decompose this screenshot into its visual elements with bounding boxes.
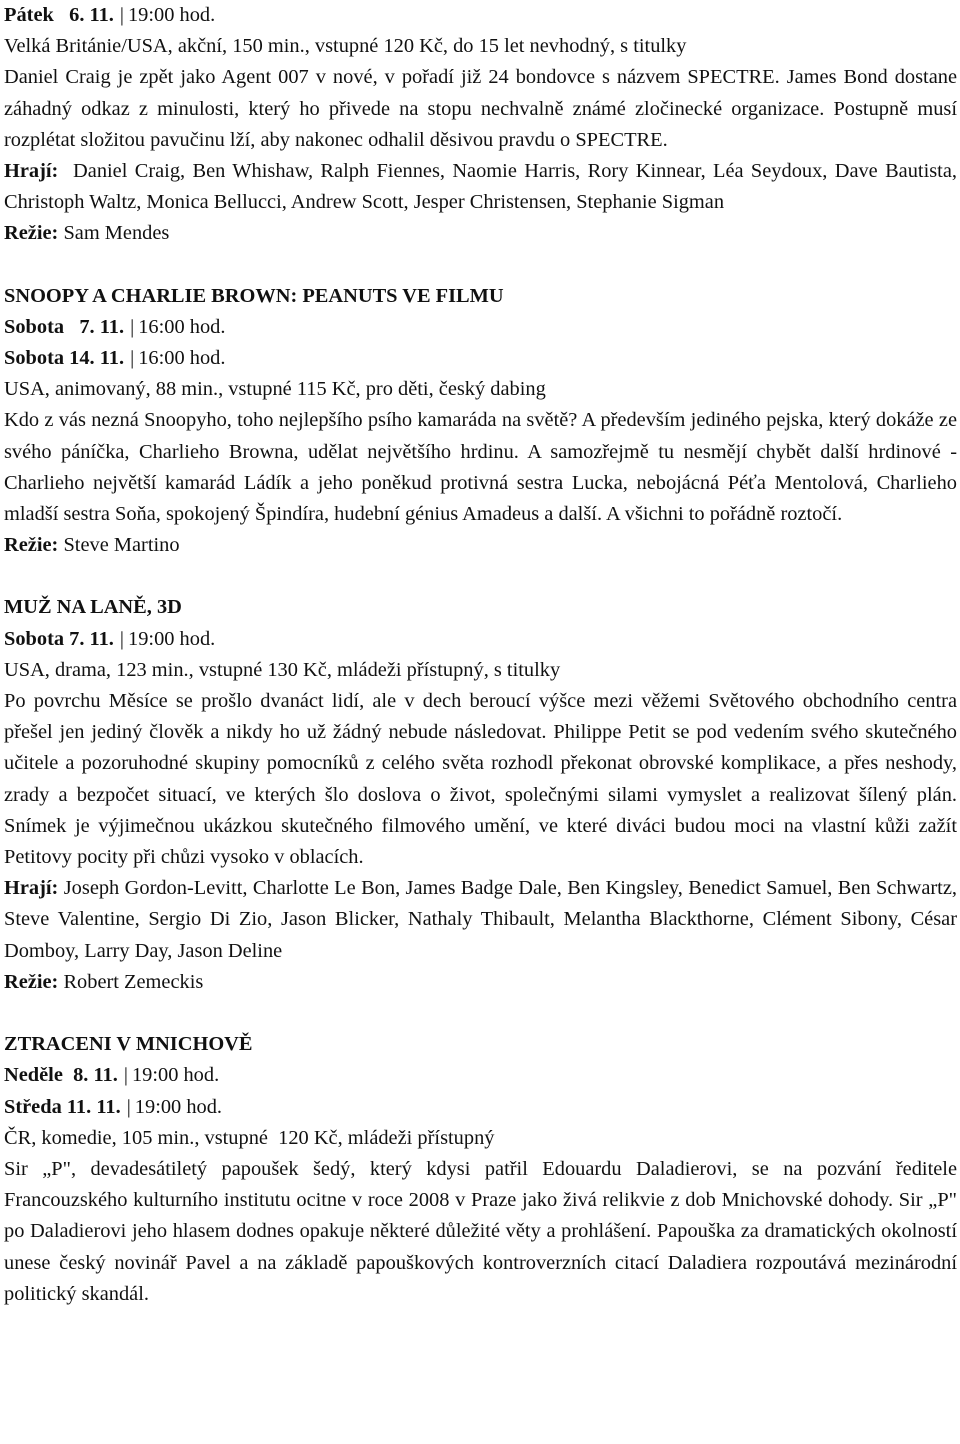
director-label: Režie:	[4, 970, 59, 993]
film-info-genre: USA, drama, 123 min.	[4, 658, 189, 681]
separator-bar: |	[126, 1095, 131, 1118]
film-director	[4, 967, 957, 998]
film-ztraceni-v-mnichove	[4, 1029, 957, 1310]
description-part: Sir „P", devadesátiletý papoušek šedý, který kdysi patřil Edouardu Daladierovi, se na pozvání ředitele Francouzského kulturního institutu ocitne v roce 2008 v Praze jako živá relikvie z dob Mnichovské dohody. Sir „P" po Daladierovi jeho hlasem dodnes opakuje některé důležité věty a prohlášení. Papouška za dramatických okolností unese český novinář Pavel a na základě papouškových kontroverzních citací Daladiera rozpoutává mezinárodní politický skandál.	[4, 1157, 957, 1305]
showing	[4, 1060, 957, 1091]
film-info-genre: Velká Británie/USA, akční, 150 min.	[4, 35, 305, 58]
film-info-price: , vstupné 120 Kč, mládeži přístupný	[194, 1126, 495, 1149]
spacer	[4, 561, 957, 592]
description-part: A samozřejmě tu nesmějí chybět další hrdinové - Charlieho největší kamarád Ládík a jeho poněkud protivná sestra Lucka, nebojácná Péťa Mentolová, Charlieho mladší sestra Soňa, spokojený Špindíra, hudební génius Amadeus a další.	[4, 440, 957, 526]
description-part: Postupně musí rozplétat složitou pavučinu lží, aby nakonec odhalil děsivou pravdu o SPECTRE.	[4, 97, 958, 151]
description-part: Daniel Craig je zpět jako Agent 007 v nové, v pořadí již 24 bondovce s názvem SPECTRE.	[4, 66, 780, 89]
showing-day: Sobota 14. 11.	[4, 347, 125, 370]
film-info-price: , vstupné 130 Kč, mládeži přístupný, s titulky	[188, 658, 561, 681]
director-name: Steve Martino	[63, 534, 180, 557]
showing	[4, 343, 957, 374]
cast-list: Joseph Gordon-Levitt, Charlotte Le Bon, James Badge Dale, Ben Kingsley, Benedict Samuel, Ben Schwartz, Steve Valentine, Sergio Di Zio, Jason Blicker, Nathaly Thibault, Melantha Blackthorne, Clément Sibony, César Domboy, Larry Day, Jason Deline	[4, 877, 957, 962]
showing	[4, 1092, 957, 1123]
film-spectre	[4, 0, 957, 250]
description-part: Philippe Petit se pod vedením svého skutečného učitele a pozoruhodné skupiny pomocníků z celého světa rozhodl překonat obrovské komplikace, a přes neshody, zrady a bezpočet situací, ve kterých šlo doslova o život, společnými silami vymyslet a realizovat šílený plán.	[4, 721, 957, 806]
separator-bar: |	[130, 315, 135, 338]
film-info	[4, 31, 957, 62]
film-cast	[4, 156, 957, 218]
separator-bar: |	[119, 4, 124, 26]
spacer	[4, 250, 957, 281]
film-description	[4, 1154, 957, 1310]
description-part: Snímek je výjimečnou ukázkou skutečného filmového umění, ve které diváci budou moci na vlastní kůži zažít Petitovy pocity při chůzi vysoko v oblacích.	[4, 814, 957, 869]
showing-day: Sobota 7. 11.	[4, 627, 114, 650]
film-info	[4, 655, 957, 686]
showing	[4, 624, 957, 655]
showing-time: 19:00 hod.	[127, 4, 216, 26]
film-director	[4, 530, 957, 561]
film-description	[4, 62, 957, 156]
description-part: Po povrchu Měsíce se prošlo dvanáct lidí, ale v dech beroucí výšce mezi věžemi Světového obchodního centra přešel jen jediný člověk a nikdy ho už žádný nebude následovat.	[4, 690, 957, 744]
description-part: Kdo z vás nezná Snoopyho, toho nejlepšího psího kamaráda na světě?	[4, 409, 578, 432]
cast-label: Hrají:	[4, 160, 59, 183]
showing-time: 16:00 hod.	[138, 347, 226, 370]
showing-time: 19:00 hod.	[131, 1064, 220, 1087]
showing	[4, 312, 957, 343]
film-info-genre: USA, animovaný, 88 min.	[4, 378, 219, 401]
film-director	[4, 218, 957, 249]
film-description	[4, 686, 957, 873]
film-muz-na-lane	[4, 592, 957, 998]
showing-time: 19:00 hod.	[134, 1095, 223, 1118]
director-label: Režie:	[4, 222, 59, 245]
separator-bar: |	[130, 347, 135, 370]
director-label: Režie:	[4, 534, 59, 557]
film-info-price: , vstupné 115 Kč, pro děti, český dabing	[218, 378, 546, 401]
film-title: SNOOPY A CHARLIE BROWN: PEANUTS VE FILMU	[4, 284, 504, 307]
separator-bar: |	[123, 1064, 128, 1087]
cast-label: Hrají:	[4, 877, 59, 900]
film-info-genre: ČR, komedie, 105 min.	[4, 1126, 195, 1149]
director-name: Sam Mendes	[63, 222, 170, 245]
film-title: ZTRACENI V MNICHOVĚ	[4, 1033, 253, 1056]
film-info	[4, 1123, 957, 1154]
film-info	[4, 374, 957, 405]
showing-day: Neděle 8. 11.	[4, 1064, 118, 1087]
showing-time: 19:00 hod.	[128, 627, 216, 650]
showing-day: Pátek 6. 11.	[4, 4, 114, 26]
showing-time: 16:00 hod.	[138, 315, 226, 338]
showing	[4, 0, 957, 31]
film-info-price: , vstupné 120 Kč, do 15 let nevhodný, s titulky	[304, 35, 687, 58]
showing-day: Sobota 7. 11.	[4, 315, 125, 338]
film-description	[4, 405, 957, 530]
spacer	[4, 998, 957, 1029]
showing-day: Středa 11. 11.	[4, 1095, 121, 1118]
cast-list: Daniel Craig, Ben Whishaw, Ralph Fiennes, Naomie Harris, Rory Kinnear, Léa Seydoux, Dave Bautista, Christoph Waltz, Monica Bellucci, Andrew Scott, Jesper Christensen, Stephanie Sigman	[4, 160, 957, 214]
director-name: Robert Zemeckis	[63, 970, 204, 993]
film-title: MUŽ NA LANĚ, 3D	[4, 596, 182, 619]
separator-bar: |	[119, 627, 125, 650]
film-snoopy	[4, 281, 957, 562]
description-part: A především jediného pejska, který dokáže ze svého páníčka, Charlieho Browna, udělat největšího hrdinu.	[4, 409, 958, 463]
description-part: James Bond dostane záhadný odkaz z minulosti, který ho přivede na stopu nechvalně známé zločinecké organizace.	[4, 66, 957, 120]
description-part: A všichni to pořádně roztočí.	[602, 503, 843, 526]
film-cast	[4, 873, 957, 967]
